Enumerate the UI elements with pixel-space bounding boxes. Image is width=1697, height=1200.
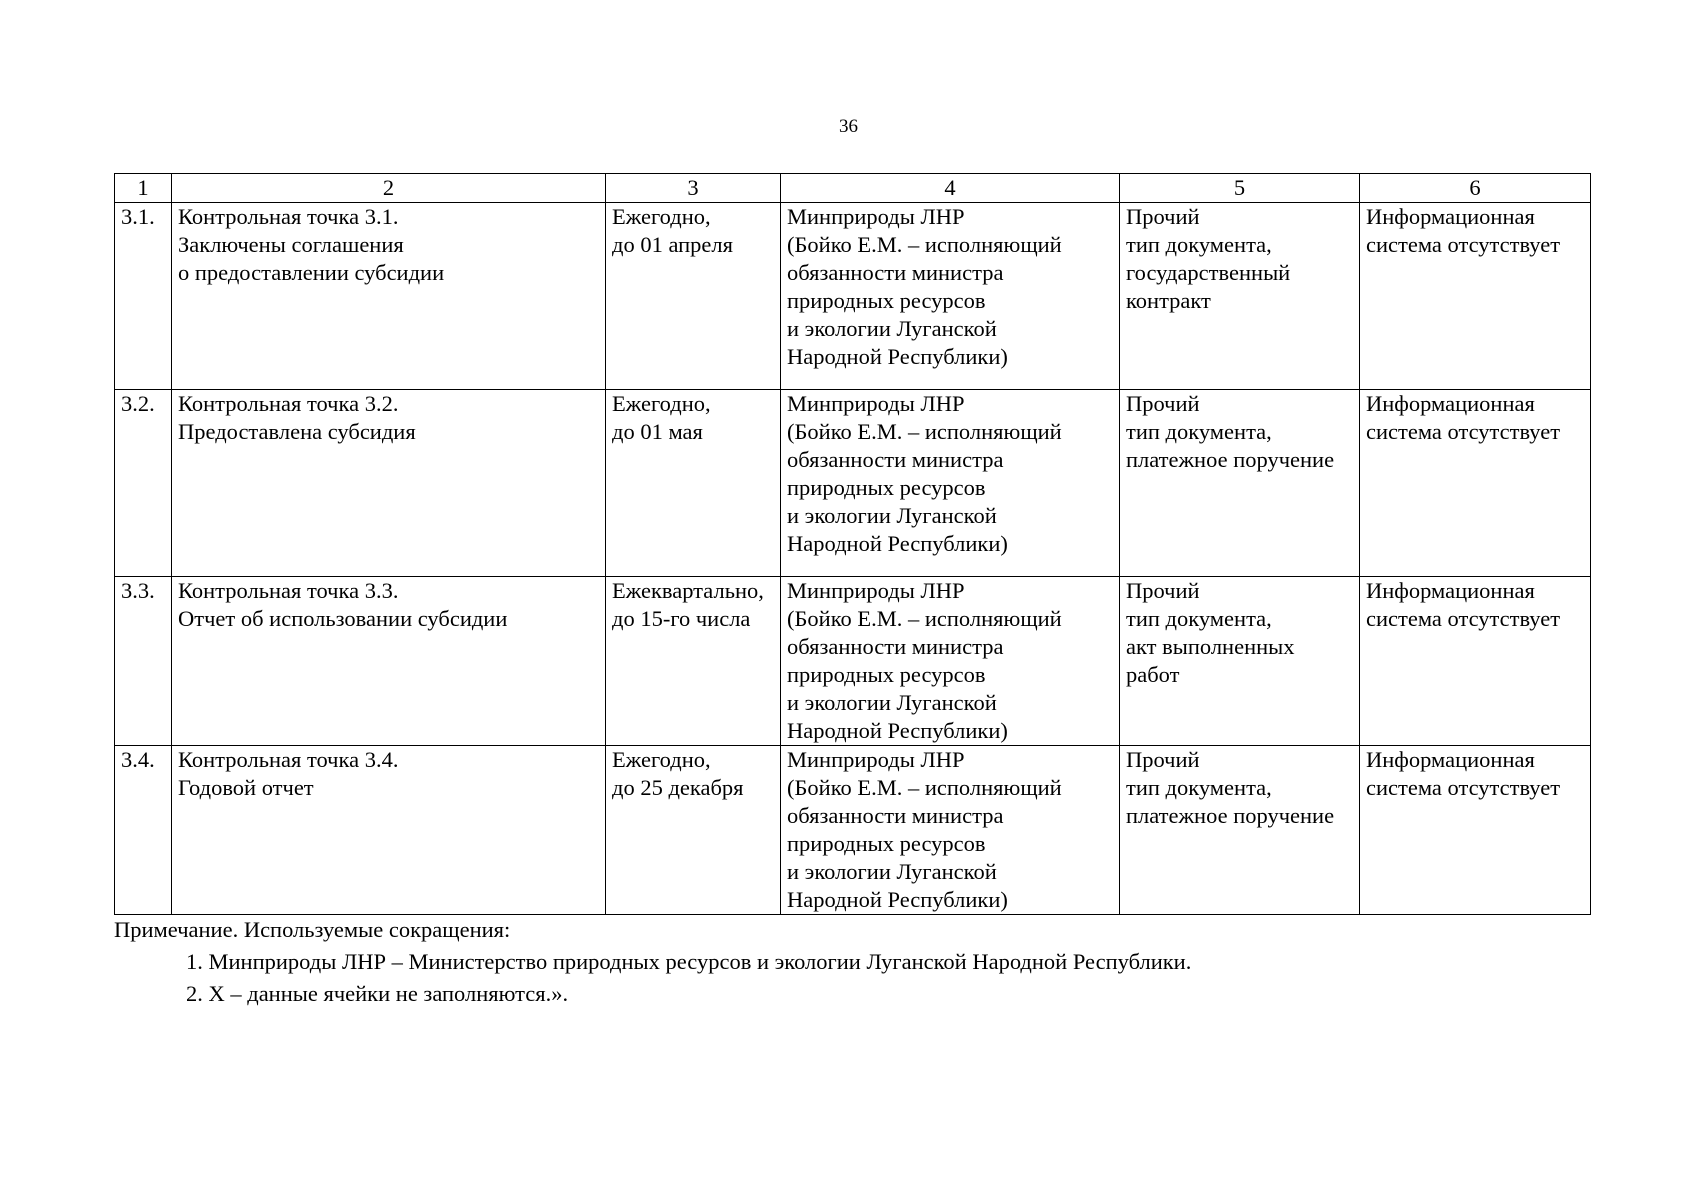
responsible-line: и экологии Луганской [787, 859, 997, 884]
document-type-cell [1120, 203, 1360, 390]
document-type-line: тип документа, [1126, 419, 1272, 444]
note-item: 2. X – данные ячейки не заполняются.». [186, 981, 569, 1006]
responsible-line: Минприроды ЛНР [787, 204, 965, 229]
deadline-line: Ежегодно, [612, 747, 711, 772]
notes-title: Примечание. Используемые сокращения: [114, 917, 511, 942]
control-point-name-line: Контрольная точка 3.2. [178, 391, 399, 416]
info-system-line: Информационная [1366, 391, 1535, 416]
control-point-name-cell [172, 390, 606, 577]
column-header: 4 [781, 174, 1120, 203]
responsible-line: (Бойко Е.М. – исполняющий [787, 606, 1062, 631]
control-point-name-line: Контрольная точка 3.1. [178, 204, 399, 229]
control-point-name-line: Контрольная точка 3.4. [178, 747, 399, 772]
responsible-line: (Бойко Е.М. – исполняющий [787, 232, 1062, 257]
table-row [115, 746, 1591, 915]
control-point-name-line: Заключены соглашения [178, 232, 404, 257]
table-row [115, 577, 1591, 746]
control-point-name-line: Годовой отчет [178, 775, 314, 800]
document-type-line: тип документа, [1126, 775, 1272, 800]
control-point-name-cell [172, 577, 606, 746]
info-system-line: система отсутствует [1366, 606, 1561, 631]
responsible-line: (Бойко Е.М. – исполняющий [787, 419, 1062, 444]
control-point-name-line: Предоставлена субсидия [178, 419, 416, 444]
column-header: 3 [606, 174, 781, 203]
responsible-line: Народной Республики) [787, 344, 1008, 369]
document-type-line: тип документа, [1126, 232, 1272, 257]
responsible-line: природных ресурсов [787, 662, 986, 687]
document-type-line: тип документа, [1126, 606, 1272, 631]
control-points-table [114, 173, 1591, 915]
responsible-cell [781, 746, 1120, 915]
responsible-line: Минприроды ЛНР [787, 578, 965, 603]
info-system-cell [1360, 390, 1591, 577]
document-type-cell [1120, 746, 1360, 915]
responsible-line: Минприроды ЛНР [787, 747, 965, 772]
table-row [115, 390, 1591, 577]
responsible-cell [781, 203, 1120, 390]
document-type-line: государственный [1126, 260, 1291, 285]
responsible-line: и экологии Луганской [787, 503, 997, 528]
responsible-cell [781, 390, 1120, 577]
row-number: 3.2. [115, 390, 172, 577]
responsible-line: природных ресурсов [787, 475, 986, 500]
column-header: 2 [172, 174, 606, 203]
table-header-row [115, 174, 1591, 203]
deadline-cell [606, 390, 781, 577]
deadline-cell [606, 203, 781, 390]
responsible-line: природных ресурсов [787, 831, 986, 856]
table-row [115, 203, 1591, 390]
responsible-line: природных ресурсов [787, 288, 986, 313]
responsible-cell [781, 577, 1120, 746]
info-system-cell [1360, 577, 1591, 746]
info-system-line: Информационная [1366, 747, 1535, 772]
row-number: 3.1. [115, 203, 172, 390]
deadline-cell [606, 577, 781, 746]
page-number: 36 [839, 116, 858, 137]
info-system-line: система отсутствует [1366, 775, 1561, 800]
control-point-name-cell [172, 746, 606, 915]
column-header: 1 [115, 174, 172, 203]
document-type-line: контракт [1126, 288, 1211, 313]
responsible-line: обязанности министра [787, 260, 1004, 285]
info-system-line: Информационная [1366, 204, 1535, 229]
document-type-line: платежное поручение [1126, 447, 1335, 472]
deadline-line: до 25 декабря [612, 775, 744, 800]
deadline-line: Ежеквартально, [612, 578, 764, 603]
responsible-line: и экологии Луганской [787, 316, 997, 341]
control-point-name-line: о предоставлении субсидии [178, 260, 445, 285]
responsible-line: Народной Республики) [787, 718, 1008, 743]
responsible-line: обязанности министра [787, 803, 1004, 828]
document-type-line: платежное поручение [1126, 803, 1335, 828]
note-item: 1. Минприроды ЛНР – Министерство природных ресурсов и экологии Луганской Народной Республики. [186, 949, 1192, 974]
info-system-cell [1360, 203, 1591, 390]
row-number: 3.3. [115, 577, 172, 746]
notes-section [114, 916, 1191, 1008]
document-type-line: работ [1126, 662, 1180, 687]
responsible-line: Народной Республики) [787, 531, 1008, 556]
control-point-name-line: Контрольная точка 3.3. [178, 578, 399, 603]
deadline-line: Ежегодно, [612, 204, 711, 229]
document-type-line: Прочий [1126, 391, 1200, 416]
responsible-line: обязанности министра [787, 447, 1004, 472]
document-type-cell [1120, 577, 1360, 746]
document-type-line: Прочий [1126, 204, 1200, 229]
responsible-line: Народной Республики) [787, 887, 1008, 912]
deadline-line: до 01 апреля [612, 232, 733, 257]
column-header: 5 [1120, 174, 1360, 203]
responsible-line: и экологии Луганской [787, 690, 997, 715]
control-point-name-cell [172, 203, 606, 390]
info-system-line: Информационная [1366, 578, 1535, 603]
responsible-line: (Бойко Е.М. – исполняющий [787, 775, 1062, 800]
deadline-line: до 01 мая [612, 419, 703, 444]
info-system-line: система отсутствует [1366, 419, 1561, 444]
responsible-line: Минприроды ЛНР [787, 391, 965, 416]
column-header: 6 [1360, 174, 1591, 203]
deadline-line: до 15-го числа [612, 606, 751, 631]
document-type-cell [1120, 390, 1360, 577]
deadline-cell [606, 746, 781, 915]
deadline-line: Ежегодно, [612, 391, 711, 416]
document-type-line: Прочий [1126, 578, 1200, 603]
info-system-line: система отсутствует [1366, 232, 1561, 257]
info-system-cell [1360, 746, 1591, 915]
row-number: 3.4. [115, 746, 172, 915]
control-point-name-line: Отчет об использовании субсидии [178, 606, 508, 631]
responsible-line: обязанности министра [787, 634, 1004, 659]
document-type-line: Прочий [1126, 747, 1200, 772]
document-type-line: акт выполненных [1126, 634, 1295, 659]
